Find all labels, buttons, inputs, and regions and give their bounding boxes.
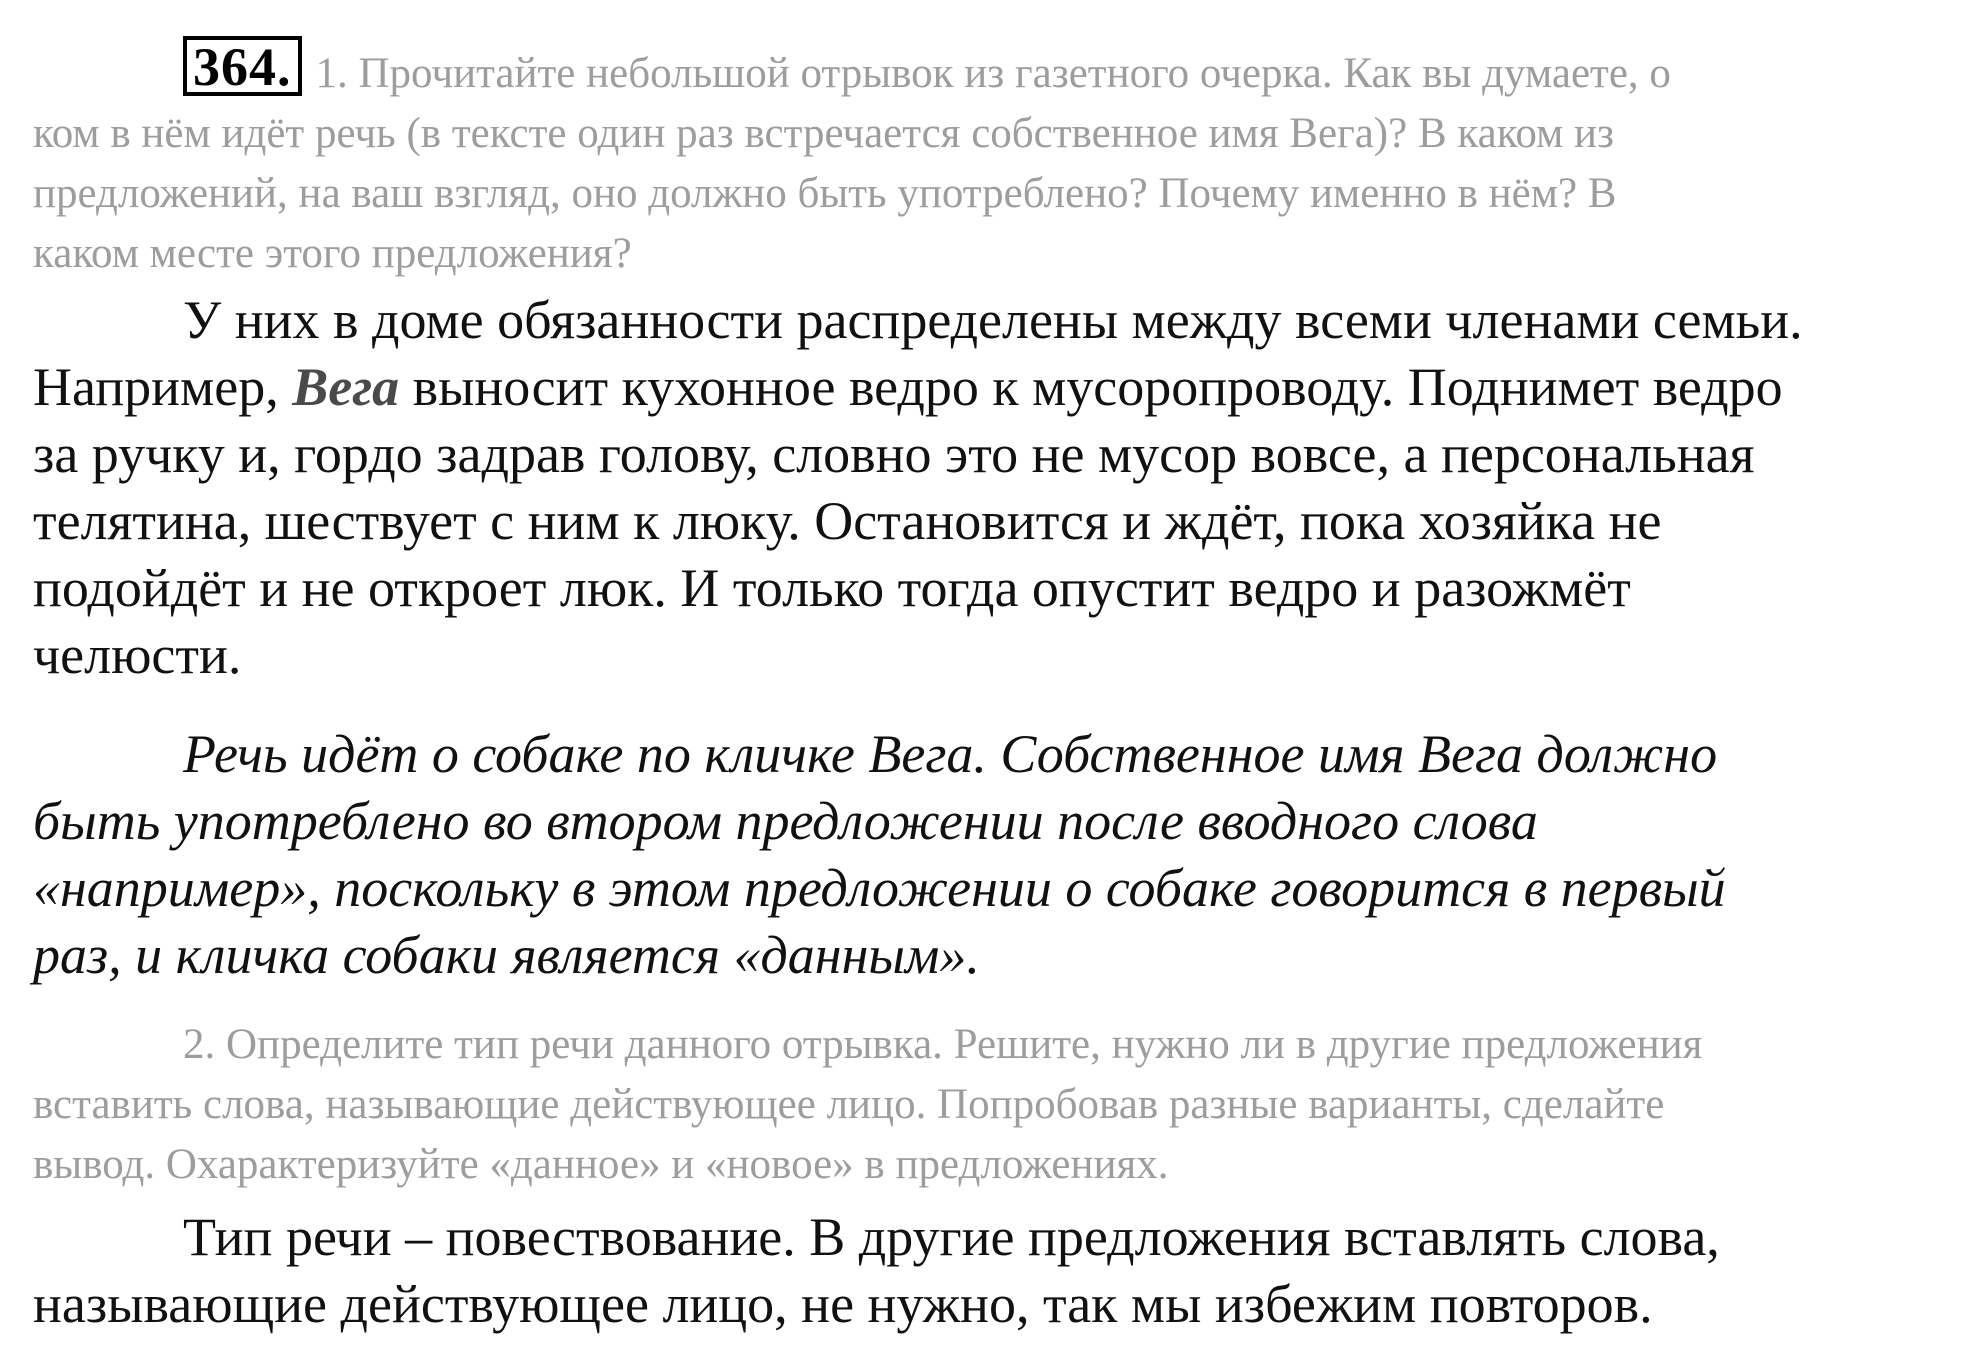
passage	[33, 287, 1963, 689]
task-2-line-1: 2. Определите тип речи данного отрывка. Решите, нужно ли в другие предложения	[183, 1021, 1703, 1068]
answer-1	[33, 721, 1963, 989]
passage-line-6: челюсти.	[33, 625, 242, 685]
passage-line-2-end: выносит кухонное ведро к мусоропроводу. Поднимет ведро	[399, 357, 1783, 417]
task-1	[33, 36, 1963, 284]
answer-1-line-3: «например», поскольку в этом предложении о собаке говорится в первый	[33, 858, 1726, 918]
task-1-line-1	[33, 36, 1963, 104]
task-2	[33, 1015, 1963, 1195]
exercise-number: 364.	[183, 36, 302, 96]
passage-line-4: телятина, шествует с ним к люку. Остановится и ждёт, пока хозяйка не	[33, 491, 1662, 551]
answer-1-line-2: быть употреблено во втором предложении после вводного слова	[33, 791, 1538, 851]
passage-line-5: подойдёт и не откроет люк. И только тогда опустит ведро и разожмёт	[33, 558, 1631, 618]
passage-line-2-start: Например,	[33, 357, 293, 417]
task-1-text: 1. Прочитайте небольшой отрывок из газетного очерка. Как вы думаете, о	[315, 50, 1671, 97]
passage-line-1: У них в доме обязанности распределены между всеми членами семьи.	[183, 290, 1803, 350]
task-1-line-3: предложений, на ваш взгляд, оно должно быть употреблено? Почему именно в нём? В	[33, 170, 1617, 217]
task-1-line-2: ком в нём идёт речь (в тексте один раз встречается собственное имя Вега)? В каком из	[33, 110, 1615, 157]
answer-2	[33, 1204, 1963, 1338]
passage-line-3: за ручку и, гордо задрав голову, словно это не мусор вовсе, а персональная	[33, 424, 1755, 484]
answer-1-line-1: Речь идёт о собаке по кличке Вега. Собственное имя Вега должно	[183, 724, 1718, 784]
answer-1-line-4: раз, и кличка собаки является «данным».	[33, 925, 980, 985]
answer-2-line-1: Тип речи – повествование. В другие предложения вставлять слова,	[183, 1207, 1720, 1267]
task-2-line-3: вывод. Охарактеризуйте «данное» и «новое» в предложениях.	[33, 1141, 1169, 1188]
answer-2-line-2: называющие действующее лицо, не нужно, так мы избежим повторов.	[33, 1274, 1653, 1334]
task-2-line-2: вставить слова, называющие действующее лицо. Попробовав разные варианты, сделайте	[33, 1081, 1665, 1128]
task-1-line-4: каком месте этого предложения?	[33, 230, 632, 277]
inserted-name: Вега	[292, 357, 400, 417]
passage-line-2	[33, 354, 1963, 421]
